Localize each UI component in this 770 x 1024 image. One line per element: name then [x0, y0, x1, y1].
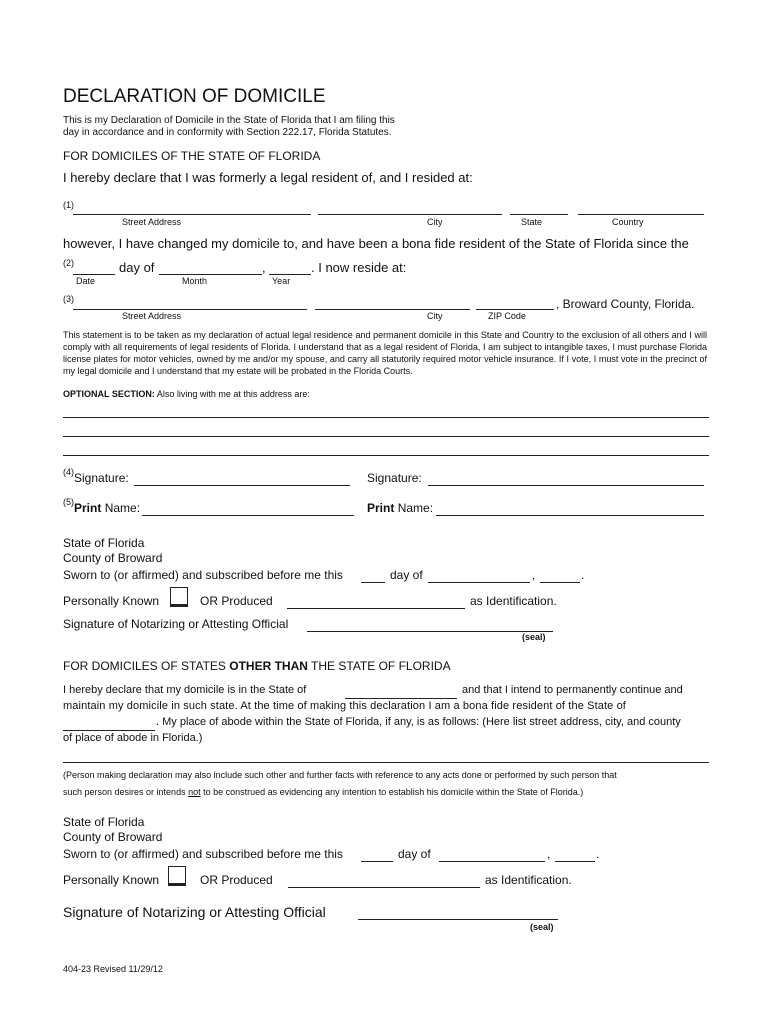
optional-section-text: Also living with me at this address are:: [156, 389, 310, 399]
optional-line-3[interactable]: [63, 441, 709, 456]
signature-label-1: Signature:: [74, 471, 129, 485]
now-reside-text: . I now reside at:: [311, 260, 407, 275]
formerly-resident-text: I hereby declare that I was formerly a legal resident of, and I resided at:: [63, 170, 473, 185]
marker-3: (3): [63, 294, 74, 304]
other-resident-state-field[interactable]: [63, 716, 155, 731]
notary1-period: .: [581, 568, 585, 582]
notary2-identification-field[interactable]: [288, 873, 480, 888]
optional-line-2[interactable]: [63, 422, 709, 437]
other-declare-text-b: and that I intend to permanently continue and: [462, 684, 683, 696]
comma-separator: ,: [262, 260, 266, 275]
florida-section-heading: FOR DOMICILES OF THE STATE OF FLORIDA: [63, 149, 321, 163]
marker-5: (5): [63, 497, 74, 507]
other-abode-text-2: of place of abode in Florida.): [63, 732, 203, 744]
day-of-label: day of: [119, 260, 155, 275]
other-domicile-state-field[interactable]: [345, 684, 457, 699]
city-label: City: [427, 217, 443, 227]
marker-2: (2): [63, 258, 74, 268]
marker-1: (1): [63, 200, 74, 210]
print-name-field-1[interactable]: [142, 501, 354, 516]
street-address-label-2: Street Address: [122, 311, 182, 321]
notary1-month-field[interactable]: [428, 568, 530, 583]
notary2-personally-known-checkbox[interactable]: [168, 866, 186, 886]
other-maintain-text: maintain my domicile in such state. At the time of making this declaration I am a bona fide resident of the State of: [63, 700, 626, 712]
print-label-1: Print: [74, 501, 102, 515]
notary2-period: .: [596, 847, 600, 861]
print-name-field-2[interactable]: [436, 501, 704, 516]
notary1-county: County of Broward: [63, 551, 163, 565]
notary1-signature-label: Signature of Notarizing or Attesting Official: [63, 617, 289, 631]
optional-line-1[interactable]: [63, 403, 709, 418]
notary1-personally-known-label: Personally Known: [63, 594, 160, 608]
notary2-day-field[interactable]: [361, 847, 393, 862]
notary1-signature-field[interactable]: [307, 617, 553, 632]
notary1-personally-known-checkbox[interactable]: [170, 587, 188, 607]
name-label-2: Name:: [397, 501, 434, 515]
notary2-sworn-text: Sworn to (or affirmed) and subscribed before me this: [63, 847, 343, 861]
print-name-label-2: [367, 501, 433, 515]
notary2-as-identification: as Identification.: [485, 873, 572, 887]
notary2-seal: (seal): [530, 922, 554, 932]
state-label: State: [521, 217, 543, 227]
notary2-county: County of Broward: [63, 830, 163, 844]
country-label: Country: [612, 217, 644, 227]
other-abode-address-field[interactable]: [63, 748, 709, 763]
notary1-state: State of Florida: [63, 536, 145, 550]
current-city-field[interactable]: [315, 295, 470, 310]
notary1-comma: ,: [532, 568, 536, 582]
current-street-address-field[interactable]: [73, 295, 307, 310]
print-label-2: Print: [367, 501, 395, 515]
since-date-field[interactable]: [73, 260, 115, 275]
notary2-signature-label: Signature of Notarizing or Attesting Official: [63, 904, 326, 920]
former-street-address-field[interactable]: [73, 200, 311, 215]
notary2-state: State of Florida: [63, 815, 145, 829]
other-states-heading: FOR DOMICILES OF STATES OTHER THAN THE STATE OF FLORIDA: [63, 659, 451, 673]
notary1-identification-field[interactable]: [287, 594, 465, 609]
notary2-comma: ,: [547, 847, 551, 861]
notary2-year-field[interactable]: [555, 847, 595, 862]
notary1-or-produced-label: OR Produced: [200, 594, 273, 608]
facts-note-line-1: (Person making declaration may also include such other and further facts with reference to any acts done or performed by such person that: [63, 770, 617, 780]
signature-label-2: Signature:: [367, 471, 422, 485]
notary1-sworn-text: Sworn to (or affirmed) and subscribed before me this: [63, 568, 343, 582]
notary2-personally-known-label: Personally Known: [63, 873, 160, 887]
other-abode-text: . My place of abode within the State of Florida, if any, is as follows: (Here list street address, city, and county: [156, 716, 681, 728]
print-name-label-1: [74, 501, 140, 515]
signature-field-1[interactable]: [134, 471, 350, 486]
page-title: DECLARATION OF DOMICILE: [63, 86, 326, 107]
signature-field-2[interactable]: [428, 471, 704, 486]
former-country-field[interactable]: [578, 200, 704, 215]
notary2-or-produced-label: OR Produced: [200, 873, 273, 887]
changed-domicile-text: however, I have changed my domicile to, and have been a bona fide resident of the State of Florida since the: [63, 236, 689, 251]
notary1-year-field[interactable]: [540, 568, 580, 583]
optional-section: [63, 389, 310, 399]
since-year-field[interactable]: [269, 260, 311, 275]
zip-code-label: ZIP Code: [488, 311, 526, 321]
notary1-as-identification: as Identification.: [470, 594, 557, 608]
other-declare-text-a: I hereby declare that my domicile is in the State of: [63, 684, 307, 696]
name-label-1: Name:: [104, 501, 141, 515]
intro-line-2: day in accordance and in conformity with Section 222.17, Florida Statutes.: [63, 127, 392, 138]
year-label: Year: [272, 276, 291, 286]
notary1-day-field[interactable]: [361, 568, 385, 583]
intro-line-1: This is my Declaration of Domicile in the State of Florida that I am filing this: [63, 115, 395, 126]
notary1-day-of-label: day of: [390, 568, 423, 582]
facts-note-line-2: such person desires or intends not to be construed as evidencing any intention to establish his domicile within the State of Florida.): [63, 787, 584, 797]
city-label-2: City: [427, 311, 443, 321]
street-address-label: Street Address: [122, 217, 182, 227]
former-state-field[interactable]: [510, 200, 568, 215]
notary2-signature-field[interactable]: [358, 905, 558, 920]
former-city-field[interactable]: [318, 200, 502, 215]
form-revision-footer: 404-23 Revised 11/29/12: [63, 964, 163, 974]
notary2-day-of-label: day of: [398, 847, 431, 861]
declaration-statement: This statement is to be taken as my declaration of actual legal residence and permanent domicile in this State and Country to the exclusion of all others and I will comply with all requirements of legal residents of Florida. I understand that as a legal resident of Florida, I am subject to intangible taxes, I must purchase Florida license plates for motor vehicles, owned by me and/or my spouse, and carry all statutorily required motor vehicle insurance. If I vote, I must vote in the precinct of my legal domicile and I understand that my estate will be probated in the Florida Courts.: [63, 330, 707, 376]
optional-section-label: OPTIONAL SECTION:: [63, 389, 155, 399]
broward-county-text: , Broward County, Florida.: [556, 297, 695, 311]
date-label: Date: [76, 276, 96, 286]
month-label: Month: [182, 276, 208, 286]
marker-4: (4): [63, 467, 74, 477]
notary2-month-field[interactable]: [439, 847, 545, 862]
notary1-seal: (seal): [522, 632, 546, 642]
current-zip-field[interactable]: [476, 295, 554, 310]
since-month-field[interactable]: [159, 260, 262, 275]
